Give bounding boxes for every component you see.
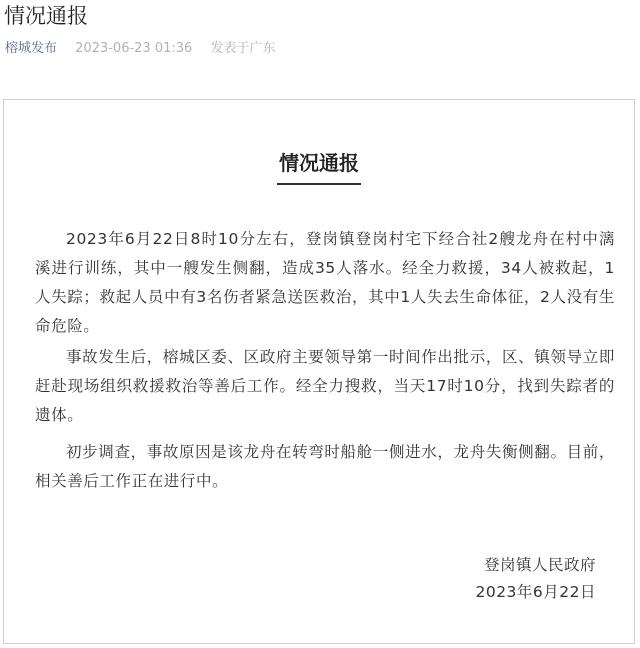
signature-organization: 登岗镇人民政府 [483, 556, 596, 574]
notice-image [3, 99, 635, 644]
publish-time: 2023-06-23 01:36 [75, 41, 193, 56]
article-meta [5, 40, 275, 58]
author-link[interactable]: 榕城发布 [5, 41, 58, 56]
signature-date: 2023年6月22日 [475, 583, 596, 601]
notice-paragraph: 初步调查，事故原因是该龙舟在转弯时船舱一侧进水，龙舟失衡侧翻。目前，相关善后工作正在进行中。 [35, 443, 615, 490]
notice-heading-text: 情况通报 [277, 149, 361, 185]
article-title: 情况通报 [4, 4, 88, 28]
notice-paragraph: 事故发生后，榕城区委、区政府主要领导第一时间作出批示，区、镇领导立即赶赴现场组织救援救治等善后工作。经全力搜救，当天17时10分，找到失踪者的遗体。 [35, 348, 615, 424]
publish-location: 发表于广东 [210, 41, 276, 56]
notice-paragraph: 2023年6月22日8时10分左右，登岗镇登岗村宅下经合社2艘龙舟在村中漓溪进行训练，其中一艘发生侧翻，造成35人落水。经全力救援，34人被救起，1人失踪；救起人员中有3名伤者紧急送医救治，其中1人失去生命体征，2人没有生命危险。 [35, 230, 615, 335]
notice-heading [4, 149, 634, 185]
